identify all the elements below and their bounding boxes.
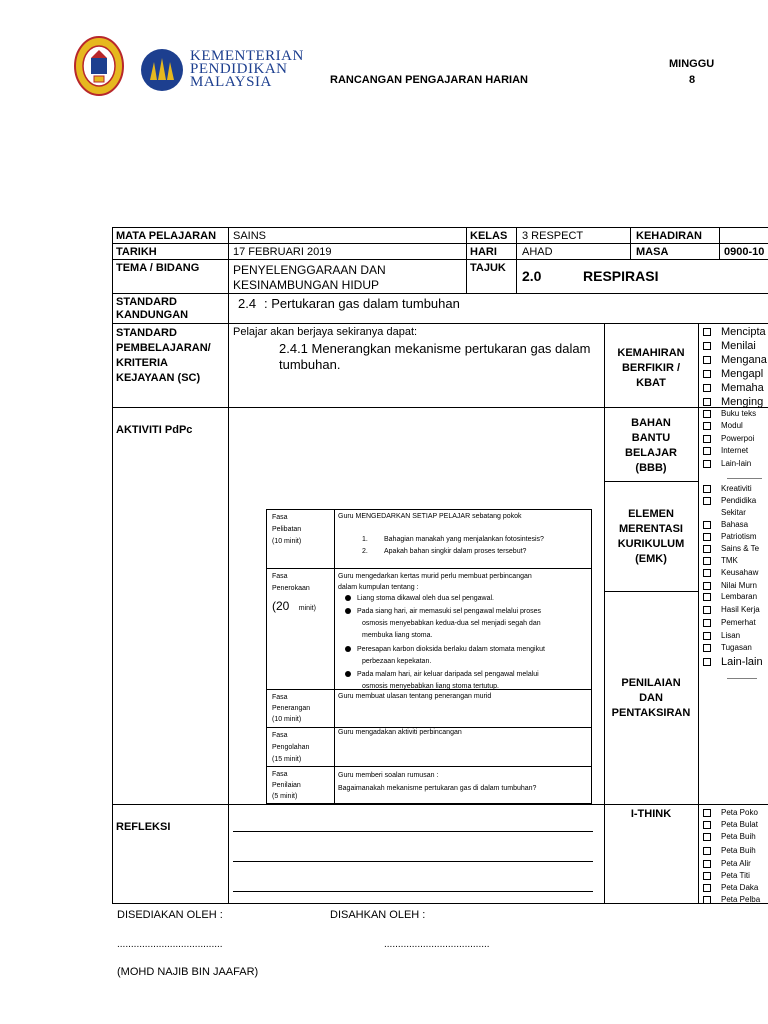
- checkbox-icon[interactable]: [703, 356, 711, 364]
- phase-exploration-bullet-3: [345, 644, 545, 668]
- learning-standard-label-2: PEMBELAJARAN/: [116, 342, 211, 354]
- phase-exploration-name: [272, 571, 310, 595]
- assessment-label-2: DAN: [639, 692, 663, 704]
- assessment-item[interactable]: [703, 617, 768, 628]
- time-label: MASA: [636, 246, 669, 258]
- hots-item[interactable]: [703, 353, 768, 367]
- phase-5-name-1: Fasa: [272, 771, 288, 778]
- assessment-item-label: Pemerhat: [721, 618, 756, 627]
- ithink-item-label: Peta Poko: [721, 808, 758, 817]
- emk-item[interactable]: [703, 507, 768, 518]
- hots-label-2: BERFIKIR /: [621, 362, 681, 374]
- bbb-item-label: Modul: [721, 421, 743, 430]
- phase-engagement-q2-number: 2.: [362, 548, 368, 555]
- prepared-by-label: DISEDIAKAN OLEH :: [117, 909, 223, 921]
- activity-label: AKTIVITI PdPc: [116, 424, 193, 436]
- week-label: MINGGU: [669, 58, 715, 70]
- phase-1-name-3: (10 minit): [272, 538, 302, 545]
- content-standard-label-1: STANDARD: [116, 296, 177, 308]
- checkbox-icon[interactable]: [703, 328, 711, 336]
- bullet-4-text-1: Pada malam hari, air keluar daripada sel pengawal melalui: [357, 671, 539, 678]
- checkbox-icon[interactable]: [703, 398, 711, 406]
- hots-item-label: Menging: [721, 396, 764, 408]
- theme-value: [233, 263, 386, 293]
- emk-label-4: (EMK): [635, 553, 667, 565]
- phase-engagement-q2: Apakah bahan singkir dalam proses tersebut?: [384, 548, 527, 555]
- emk-item-label: Nilai Murn: [721, 581, 758, 590]
- ithink-item-label: Peta Daka: [721, 883, 759, 892]
- topic-label: TAJUK: [470, 262, 506, 274]
- phase-4-name-3: (15 minit): [272, 756, 302, 763]
- phase-1-name-2: Pelibatan: [272, 526, 302, 533]
- emk-label-2: MERENTASI: [619, 523, 683, 535]
- hots-item-label: Menciptа: [721, 326, 766, 338]
- emk-item-label: Kreativiti: [721, 484, 752, 493]
- phase-engagement-name: [272, 512, 301, 548]
- phase-1-name-1: Fasa: [272, 514, 288, 521]
- learning-standard-label: [116, 326, 211, 386]
- topic-number: 2.0: [522, 268, 542, 284]
- assessment-item[interactable]: [703, 642, 768, 653]
- checkbox-icon[interactable]: [703, 644, 711, 652]
- reflection-line-1[interactable]: [233, 831, 593, 832]
- checkbox-icon[interactable]: [703, 833, 711, 841]
- phase-exploration-text: [338, 571, 532, 593]
- hots-item[interactable]: [703, 395, 768, 409]
- checkbox-icon[interactable]: [703, 872, 711, 880]
- ithink-item-label: Peta Alir: [721, 859, 751, 868]
- learning-intro: Pelajar akan berjaya sekiranya dapat:: [233, 326, 418, 338]
- class-value: 3 RESPECT: [522, 230, 584, 242]
- time-value: 0900-10: [724, 246, 765, 258]
- assessment-other-blank[interactable]: ______: [727, 669, 758, 679]
- bbb-item[interactable]: [703, 408, 768, 419]
- ithink-item-label: Peta Pelba: [721, 895, 761, 904]
- hots-item-label: Mengana: [721, 354, 767, 366]
- phase-3-name-1: Fasa: [272, 694, 288, 701]
- bullet-1-text: Liang stoma dikawal oleh dua sel pengawal.: [357, 595, 494, 602]
- content-standard-label: [116, 296, 188, 322]
- theme-label: TEMA / BIDANG: [116, 262, 200, 274]
- hots-label-1: KEMAHIRAN: [617, 347, 685, 359]
- phase-2-duration-number: (20: [272, 599, 290, 613]
- checkbox-icon[interactable]: [703, 606, 711, 614]
- emk-item[interactable]: [703, 543, 768, 554]
- emk-label: [604, 507, 698, 567]
- phase-2-name-1: Fasa: [272, 573, 288, 580]
- emk-item[interactable]: [703, 580, 768, 591]
- bbb-item-label: Internet: [721, 446, 749, 455]
- checkbox-icon[interactable]: [703, 521, 711, 529]
- emk-item[interactable]: [703, 495, 768, 506]
- assessment-item-label: Lembaran: [721, 592, 758, 601]
- assessment-item[interactable]: [703, 630, 768, 641]
- approved-signature-line[interactable]: ......................................: [384, 939, 490, 950]
- ithink-item[interactable]: [703, 858, 768, 869]
- ithink-item[interactable]: [703, 807, 768, 818]
- phase-3-name-3: (10 minit): [272, 716, 302, 723]
- phase-exploration-bullet-2: [345, 606, 541, 642]
- bbb-label-1: BAHAN: [631, 417, 671, 429]
- hots-item[interactable]: [703, 367, 768, 381]
- phase-evaluation-text: [338, 769, 536, 795]
- hots-item[interactable]: [703, 381, 768, 395]
- bullet-icon: [345, 671, 351, 677]
- checkbox-icon[interactable]: [703, 384, 711, 392]
- bullet-2-text-3: membuka liang stoma.: [362, 632, 433, 639]
- assessment-item[interactable]: [703, 604, 768, 615]
- ithink-item[interactable]: [703, 894, 768, 905]
- checkbox-icon[interactable]: [703, 557, 711, 565]
- class-label: KELAS: [470, 230, 508, 242]
- hots-item[interactable]: [703, 339, 768, 353]
- bullet-2-text-1: Pada siang hari, air memasuki sel pengawal melalui proses: [357, 608, 542, 615]
- emk-item-label: Keusahaw: [721, 568, 759, 577]
- hots-label-3: KBAT: [636, 377, 666, 389]
- subject-label: MATA PELAJARAN: [116, 230, 217, 242]
- phase-elaboration-name: [272, 730, 309, 766]
- checkbox-icon[interactable]: [703, 545, 711, 553]
- ministry-line-3: MALAYSIA: [190, 74, 272, 90]
- prepared-signature-line[interactable]: ......................................: [117, 939, 223, 950]
- bbb-item[interactable]: [703, 433, 768, 444]
- assessment-item[interactable]: [703, 655, 768, 669]
- ministry-line-2: PENDIDIKAN: [190, 61, 288, 77]
- learning-item: [279, 341, 590, 373]
- bbb-item-label: Powerpoi: [721, 434, 755, 443]
- phase-4-name-2: Pengolahan: [272, 744, 310, 751]
- emk-item[interactable]: [703, 555, 768, 566]
- emk-label-1: ELEMEN: [628, 508, 674, 520]
- day-value: AHAD: [522, 246, 553, 258]
- theme-value-line-2: KESINAMBUNGAN HIDUP: [233, 278, 380, 292]
- hots-label: [604, 346, 698, 391]
- checkbox-icon[interactable]: [703, 896, 711, 904]
- learning-item-line-1: 2.4.1 Menerangkan mekanisme pertukaran gas dalam: [279, 341, 591, 356]
- ithink-item[interactable]: [703, 870, 768, 881]
- reflection-line-3[interactable]: [233, 891, 593, 892]
- bullet-2-text-2: osmosis menyebabkan kedua-dua sel menjadi segah dan: [362, 620, 541, 627]
- emk-item-label: Sekitar: [721, 508, 746, 517]
- bullet-4-text-2: osmosis menyebabkan liang stoma tertutup.: [362, 683, 499, 690]
- content-standard-value: : Pertukaran gas dalam tumbuhan: [264, 296, 460, 311]
- bbb-item-label: Lain-lain: [721, 459, 752, 468]
- emk-item[interactable]: [703, 567, 768, 578]
- checkbox-icon[interactable]: [703, 370, 711, 378]
- bbb-label: [604, 416, 698, 476]
- phase-5-text-1: Guru memberi soalan rumusan :: [338, 772, 439, 779]
- phase-2-text-2: dalam kumpulan tentang :: [338, 584, 419, 591]
- hots-item-label: Menilai: [721, 340, 756, 352]
- ithink-item[interactable]: [703, 831, 768, 842]
- phase-explanation-name: [272, 692, 310, 725]
- checkbox-icon[interactable]: [703, 821, 711, 829]
- checkbox-icon[interactable]: [703, 593, 711, 601]
- phase-evaluation-name: [272, 769, 301, 802]
- checkbox-icon[interactable]: [703, 422, 711, 430]
- ithink-item-label: Peta Titi: [721, 871, 750, 880]
- phase-5-text-2: Bagaimanakah mekanisme pertukaran gas di dalam tumbuhan?: [338, 785, 537, 792]
- ithink-item-label: Peta Buih: [721, 832, 756, 841]
- assessment-label-3: PENTAKSIRAN: [611, 707, 691, 719]
- document-title: RANCANGAN PENGAJARAN HARIAN: [330, 74, 529, 86]
- bullet-icon: [345, 646, 351, 652]
- emk-item[interactable]: [703, 519, 768, 530]
- checkbox-icon[interactable]: [703, 632, 711, 640]
- checkbox-icon[interactable]: [703, 884, 711, 892]
- assessment-item-label: Tugasan: [721, 643, 752, 652]
- learning-item-line-2: tumbuhan.: [279, 357, 341, 372]
- date-value: 17 FEBRUARI 2019: [233, 246, 332, 258]
- phase-elaboration-text: Guru mengadakan aktiviti perbincangan: [338, 729, 462, 736]
- date-label: TARIKH: [116, 246, 157, 258]
- checkbox-icon[interactable]: [703, 860, 711, 868]
- checkbox-icon[interactable]: [703, 460, 711, 468]
- bbb-item[interactable]: [703, 420, 768, 431]
- checkbox-icon[interactable]: [703, 435, 711, 443]
- assessment-item[interactable]: [703, 591, 768, 602]
- approved-by-label: DISAHKAN OLEH :: [330, 909, 426, 921]
- phase-5-name-2: Penilaian: [272, 782, 301, 789]
- bullet-3-text-1: Peresapan karbon dioksida berlaku dalam stomata mengikut: [357, 646, 545, 653]
- assessment-item-label: Lain-lain: [721, 656, 763, 668]
- emk-label-3: KURIKULUM: [617, 538, 685, 550]
- ministry-name: [190, 50, 304, 89]
- bbb-other-blank[interactable]: _______: [727, 469, 763, 479]
- phase-explanation-text: Guru membuat ulasan tentang penerangan murid: [338, 693, 492, 700]
- bbb-label-3: BELAJAR: [625, 447, 677, 459]
- phase-4-name-1: Fasa: [272, 732, 288, 739]
- phase-2-name-2: Penerokaan: [272, 585, 310, 592]
- checkbox-icon[interactable]: [703, 847, 711, 855]
- assessment-label-1: PENILAIAN: [621, 677, 681, 689]
- checkbox-icon[interactable]: [703, 533, 711, 541]
- phase-engagement-q1: Bahagian manakah yang menjalankan fotosintesis?: [384, 536, 544, 543]
- week-number: 8: [689, 74, 696, 86]
- learning-standard-label-4: KEJAYAAN (SC): [116, 372, 201, 384]
- learning-standard-label-1: STANDARD: [116, 327, 177, 339]
- emk-item-label: Sains & Te: [721, 544, 760, 553]
- ithink-item[interactable]: [703, 845, 768, 856]
- emk-item-label: Patriotism: [721, 532, 757, 541]
- phase-3-name-2: Penerangan: [272, 705, 311, 712]
- content-standard-number: 2.4: [238, 296, 257, 311]
- checkbox-icon[interactable]: [703, 447, 711, 455]
- checkbox-icon[interactable]: [703, 619, 711, 627]
- assessment-item-label: Lisan: [721, 631, 741, 640]
- checkbox-icon[interactable]: [703, 497, 711, 505]
- subject-value: SAINS: [233, 230, 267, 242]
- reflection-label: REFLEKSI: [116, 821, 171, 833]
- phase-exploration-bullet-1: [345, 594, 494, 603]
- ithink-item-label: Peta Buih: [721, 846, 756, 855]
- phase-engagement-q1-number: 1.: [362, 536, 368, 543]
- teacher-name: (MOHD NAJIB BIN JAAFAR): [117, 966, 259, 978]
- emk-item-label: Bahasa: [721, 520, 749, 529]
- bbb-item[interactable]: [703, 445, 768, 456]
- day-label: HARI: [470, 246, 497, 258]
- phase-2-duration-unit: minit): [298, 605, 316, 612]
- checkbox-icon[interactable]: [703, 809, 711, 817]
- emk-item-label: TMK: [721, 556, 738, 565]
- checkbox-icon[interactable]: [703, 658, 711, 666]
- theme-value-line-1: PENYELENGGARAAN DAN: [233, 263, 386, 277]
- topic-value: RESPIRASI: [583, 268, 659, 284]
- content-standard-label-2: KANDUNGAN: [116, 309, 189, 321]
- learning-standard-label-3: KRITERIA: [116, 357, 168, 369]
- checkbox-icon[interactable]: [703, 342, 711, 350]
- checkbox-icon[interactable]: [703, 569, 711, 577]
- bullet-icon: [345, 595, 351, 601]
- hots-item-label: Mengapl: [721, 368, 764, 380]
- phase-engagement-text: Guru MENGEDARKAN SETIAP PELAJAR sebatang pokok: [338, 513, 522, 520]
- phase-exploration-bullet-4: [345, 669, 539, 693]
- attendance-label: KEHADIRAN: [636, 230, 702, 242]
- bbb-label-4: (BBB): [635, 462, 667, 474]
- ministry-line-1: KEMENTERIAN: [190, 48, 304, 64]
- assessment-label: [604, 676, 698, 721]
- phase-2-text-1: Guru mengedarkan kertas murid perlu membuat perbincangan: [338, 573, 532, 580]
- reflection-line-2[interactable]: [233, 861, 593, 862]
- bbb-item[interactable]: [703, 458, 768, 469]
- bullet-icon: [345, 608, 351, 614]
- bullet-3-text-2: perbezaan kepekatan.: [362, 658, 432, 665]
- bbb-label-2: BANTU: [631, 432, 671, 444]
- phase-5-name-3: (5 minit): [272, 793, 298, 800]
- school-logo: [74, 36, 124, 96]
- checkbox-icon[interactable]: [703, 485, 711, 493]
- ministry-emblem-icon: [140, 48, 184, 92]
- hots-item-label: Memaha: [721, 382, 764, 394]
- ithink-label: I-THINK: [630, 808, 672, 820]
- ithink-item-label: Peta Bulat: [721, 820, 758, 829]
- emk-item-label: Pendidika: [721, 496, 757, 505]
- checkbox-icon[interactable]: [703, 582, 711, 590]
- ithink-item[interactable]: [703, 819, 768, 830]
- hots-item[interactable]: [703, 325, 768, 339]
- emk-item[interactable]: [703, 531, 768, 542]
- phase-exploration-duration: [272, 597, 316, 615]
- ithink-item[interactable]: [703, 882, 768, 893]
- assessment-item-label: Hasil Kerja: [721, 605, 760, 614]
- emk-item[interactable]: [703, 483, 768, 494]
- checkbox-icon[interactable]: [703, 410, 711, 418]
- bbb-item-label: Buku teks: [721, 409, 757, 418]
